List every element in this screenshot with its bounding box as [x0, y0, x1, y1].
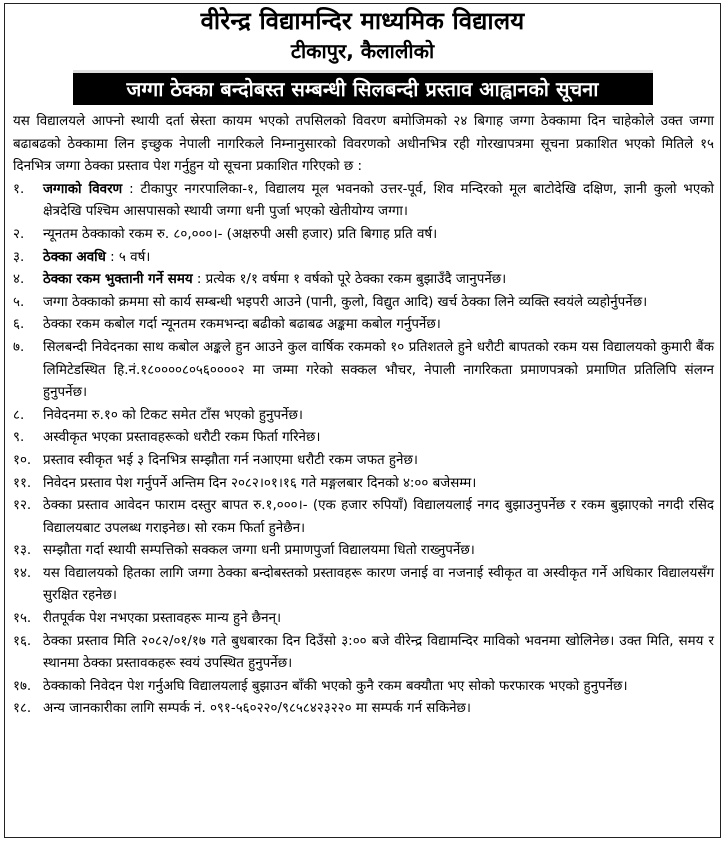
intro-paragraph: यस विद्यालयले आफ्नो स्थायी दर्ता स्रेस्ता कायम भएको तपसिलको विवरण बमोजिमको २४ बिगाह जग्गा ठेक्कामा दिन चाहेकोले उक्त जग्गा बढाबढको ठेक्कामा लिन इच्छुक नेपाली नागरिकले निम्नानुसारको विवरणको अधीनभित्र रही गोरखापत्रमा सूचना प्रकाशित भएको मितिले १५ दिनभित्र जग्गा ठेक्का प्रस्ताव पेश गर्नुहुन यो सूचना प्रकाशित गरिएको छ : [13, 114, 714, 175]
item-number: ९. [13, 430, 25, 446]
item-label: ठेक्का अवधि [43, 249, 106, 265]
list-item [13, 247, 714, 270]
item-text [43, 405, 714, 428]
item-body: निवेदन प्रस्ताव पेश गर्नुपर्ने अन्तिम दिन २०८२।०१।१६ गते मङ्गलबार दिनको ४:०० बजेसम्म। [43, 475, 477, 491]
school-address: टीकापुर, कैलालीको [290, 39, 435, 63]
item-body: सिलबन्दी निवेदनका साथ कबोल अङ्कले हुन आउने कुल वार्षिक रकमको १० प्रतिशतले हुने धरौटी बापतको रकम यस विद्यालयको कुमारी बैंक लिमिटेडस्थित हि.नं.१८००००८०५६००००२ मा जम्मा गरेको सक्कल भौचर, नेपाली नागरिकता प्रमाणपत्रको प्रमाणित प्रतिलिपि संलग्न हुनुपर्नेछ। [43, 339, 714, 401]
item-number: १८. [13, 701, 32, 717]
list-item [13, 427, 714, 450]
item-text [43, 269, 714, 292]
item-text [43, 427, 714, 450]
item-text [43, 563, 714, 608]
item-body: रीतपूर्वक पेश नभएका प्रस्तावहरू मान्य हुने छैनन्। [43, 611, 282, 627]
list-item [13, 698, 714, 721]
item-body: : प्रत्येक १/१ वर्षमा १ वर्षको पूरे ठेक्का रकम बुझाउँदै जानुपर्नेछ। [192, 272, 507, 288]
item-body: ठेक्का प्रस्ताव आवेदन फाराम दस्तुर बापत रु.१,०००।- (एक हजार रुपियाँ) विद्यालयलाई नगद बुझाउनुपर्नेछ र रकम बुझाएको नगदी रसिद विद्यालयबाट उपलब्ध गराइनेछ। सो रकम फिर्ता हुनेछैन। [43, 498, 714, 536]
item-text [43, 314, 714, 337]
item-text [43, 698, 714, 721]
item-body: यस विद्यालयको हितका लागि जग्गा ठेक्का बन्दोबस्तको प्रस्तावहरू कारण जनाई वा नजनाई स्वीकृत वा अस्वीकृत गर्ने अधिकार विद्यालयसँग सुरक्षित रहनेछ। [43, 565, 714, 604]
list-item [13, 450, 714, 473]
item-text [43, 179, 714, 224]
item-number: १४. [13, 565, 32, 581]
list-item [13, 676, 714, 699]
item-text [43, 292, 714, 315]
item-label: ठेक्का रकम भुक्तानी गर्ने समय [43, 272, 193, 288]
list-item [13, 563, 714, 608]
list-item [13, 269, 714, 292]
item-number: १२. [13, 498, 32, 514]
item-body: अस्वीकृत भएका प्रस्तावहरूको धरौटी रकम फिर्ता गरिनेछ। [43, 430, 321, 446]
item-body: : टीकापुर नगरपालिका-१, विद्यालय मूल भवनको उत्तर-पूर्व, शिव मन्दिरको मूल बाटोदेखि दक्षिण, ज्ञानी कुलो भएको क्षेत्रदेखि पश्चिम आसपासको स्थायी जग्गा धनी पुर्जा भएको खेतीयोग्य जग्गा। [43, 181, 715, 220]
item-text [43, 495, 714, 540]
item-number: ४. [13, 272, 25, 288]
item-text [43, 676, 714, 699]
item-number: ७. [13, 339, 25, 355]
item-number: १७. [13, 678, 32, 694]
item-body: : ५ वर्ष। [105, 249, 151, 265]
item-number: ५. [13, 294, 25, 310]
item-body: सम्झौता गर्दा स्थायी सम्पत्तिको सक्कल जग्गा धनी प्रमाणपुर्जा विद्यालयमा धितो राख्नुपर्नेछ। [43, 543, 475, 559]
item-text [43, 473, 714, 496]
list-item [13, 405, 714, 428]
item-body: अन्य जानकारीका लागि सम्पर्क नं. ०९१-५६०२२०/९८५८४२३२२० मा सम्पर्क गर्न सकिनेछ। [43, 701, 471, 717]
item-number: १५. [13, 611, 32, 627]
item-number: ३. [13, 249, 25, 265]
school-name: वीरेन्द्र विद्यामन्दिर माध्यमिक विद्यालय [200, 7, 525, 35]
item-label: जग्गाको विवरण [43, 181, 123, 197]
list-item [13, 314, 714, 337]
item-number: १. [13, 181, 25, 197]
list-item [13, 631, 714, 676]
item-text [43, 631, 714, 676]
list-item [13, 337, 714, 405]
list-item [13, 495, 714, 540]
item-body: ठेक्का प्रस्ताव मिति २०८२/०१/१७ गते बुधबारका दिन दिउँसो ३:०० बजे वीरेन्द्र विद्यामन्दिर माविको भवनमा खोलिनेछ। उक्त मिति, समय र स्थानमा ठेक्का प्रस्तावकहरू स्वयं उपस्थित हुनुपर्नेछ। [43, 633, 714, 672]
item-text [43, 224, 714, 247]
item-number: १०. [13, 452, 32, 468]
item-text [43, 608, 714, 631]
item-text [43, 540, 714, 563]
notice-title: जग्गा ठेक्का बन्दोबस्त सम्बन्धी सिलबन्दी प्रस्ताव आह्वानको सूचना [73, 70, 653, 105]
item-body: प्रस्ताव स्वीकृत भई ३ दिनभित्र सम्झौता गर्न नआएमा धरौटी रकम जफत हुनेछ। [43, 452, 418, 468]
item-number: २. [13, 226, 25, 242]
item-text [43, 337, 714, 405]
item-body: जग्गा ठेक्काको क्रममा सो कार्य सम्बन्धी भइपरी आउने (पानी, कुलो, विद्युत आदि) खर्च ठेक्का लिने व्यक्ति स्वयंले व्यहोर्नुपर्नेछ। [43, 294, 648, 310]
list-item [13, 224, 714, 247]
notice-body [13, 111, 714, 721]
list-item [13, 473, 714, 496]
item-number: ११. [13, 475, 32, 491]
item-text [43, 450, 714, 473]
notice-page [4, 3, 721, 838]
item-body: ठेक्का रकम कबोल गर्दा न्यूनतम रकमभन्दा बढीको बढाबढ अङ्कमा कबोल गर्नुपर्नेछ। [43, 317, 441, 333]
item-body: निवेदनमा रु.१० को टिकट समेत टाँस भएको हुनुपर्नेछ। [43, 407, 303, 423]
conditions-list [13, 179, 714, 721]
item-number: ६. [13, 317, 25, 333]
item-body: ठेक्काको निवेदन पेश गर्नुअघि विद्यालयलाई बुझाउन बाँकी भएको कुनै रकम बक्यौता भए सोको फरफारक भएको हुनुपर्नेछ। [43, 678, 628, 694]
item-text [43, 247, 714, 270]
item-number: १३. [13, 543, 32, 559]
list-item [13, 608, 714, 631]
item-number: ८. [13, 407, 25, 423]
list-item [13, 292, 714, 315]
list-item [13, 179, 714, 224]
item-number: १६. [13, 633, 32, 649]
list-item [13, 540, 714, 563]
item-body: न्यूनतम ठेक्काको रकम रु. ८०,०००।- (अक्षरुपी असी हजार) प्रति बिगाह प्रति वर्ष। [43, 226, 438, 242]
